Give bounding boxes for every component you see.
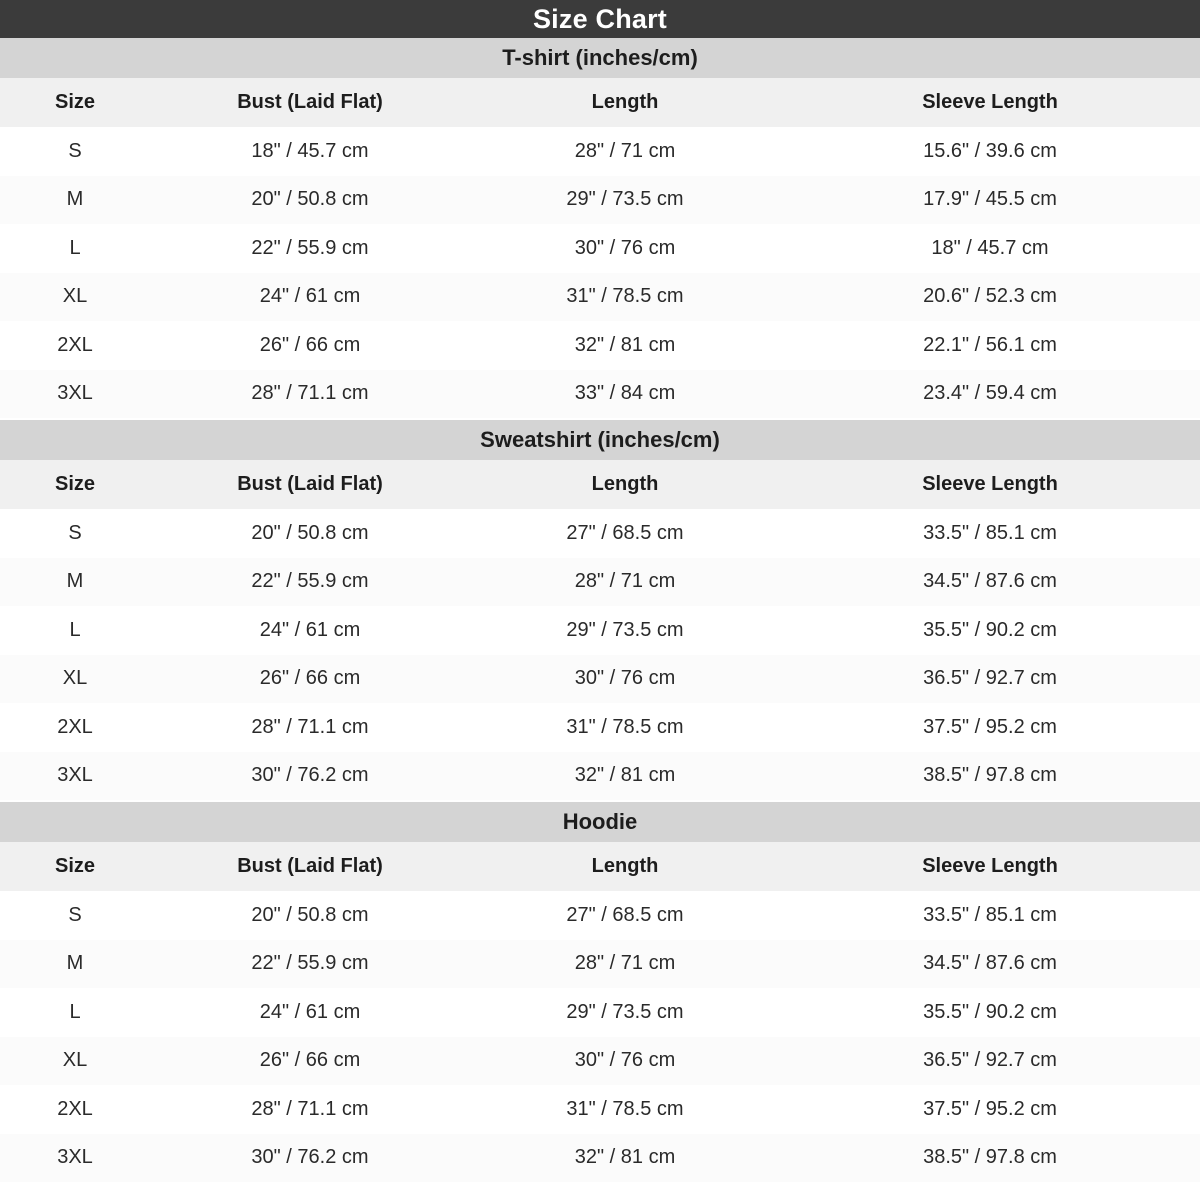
- cell-length: 28" / 71 cm: [470, 127, 780, 176]
- table-row: [0, 321, 1200, 370]
- cell-size: S: [0, 891, 150, 940]
- size-table-tshirt: [0, 78, 1200, 418]
- cell-length: 30" / 76 cm: [470, 655, 780, 704]
- cell-size: 3XL: [0, 370, 150, 419]
- cell-bust: 28" / 71.1 cm: [150, 370, 470, 419]
- cell-length: 32" / 81 cm: [470, 1134, 780, 1183]
- cell-length: 29" / 73.5 cm: [470, 176, 780, 225]
- cell-size: XL: [0, 273, 150, 322]
- cell-bust: 26" / 66 cm: [150, 655, 470, 704]
- column-header-sleeve-length: Sleeve Length: [780, 460, 1200, 509]
- table-row: [0, 655, 1200, 704]
- cell-length: 27" / 68.5 cm: [470, 509, 780, 558]
- cell-size: M: [0, 176, 150, 225]
- column-header-bust: Bust (Laid Flat): [150, 460, 470, 509]
- column-header-sleeve-length: Sleeve Length: [780, 842, 1200, 891]
- column-header-size: Size: [0, 78, 150, 127]
- cell-size: L: [0, 606, 150, 655]
- size-table-sweatshirt: [0, 460, 1200, 800]
- section-heading-hoodie: Hoodie: [0, 802, 1200, 842]
- table-row: [0, 1037, 1200, 1086]
- cell-length: 28" / 71 cm: [470, 940, 780, 989]
- table-row: [0, 1134, 1200, 1183]
- cell-length: 29" / 73.5 cm: [470, 606, 780, 655]
- table-header-row: [0, 842, 1200, 891]
- column-header-size: Size: [0, 842, 150, 891]
- cell-size: 3XL: [0, 752, 150, 801]
- table-row: [0, 370, 1200, 419]
- cell-bust: 26" / 66 cm: [150, 321, 470, 370]
- table-row: [0, 127, 1200, 176]
- cell-bust: 22" / 55.9 cm: [150, 558, 470, 607]
- table-row: [0, 703, 1200, 752]
- column-header-size: Size: [0, 460, 150, 509]
- cell-size: S: [0, 127, 150, 176]
- cell-size: 2XL: [0, 1085, 150, 1134]
- cell-sleeve: 22.1" / 56.1 cm: [780, 321, 1200, 370]
- cell-bust: 22" / 55.9 cm: [150, 224, 470, 273]
- cell-sleeve: 36.5" / 92.7 cm: [780, 655, 1200, 704]
- cell-size: XL: [0, 655, 150, 704]
- cell-sleeve: 37.5" / 95.2 cm: [780, 1085, 1200, 1134]
- cell-length: 27" / 68.5 cm: [470, 891, 780, 940]
- cell-size: XL: [0, 1037, 150, 1086]
- cell-length: 30" / 76 cm: [470, 224, 780, 273]
- table-row: [0, 988, 1200, 1037]
- cell-bust: 28" / 71.1 cm: [150, 703, 470, 752]
- cell-bust: 18" / 45.7 cm: [150, 127, 470, 176]
- cell-sleeve: 34.5" / 87.6 cm: [780, 558, 1200, 607]
- column-header-sleeve-length: Sleeve Length: [780, 78, 1200, 127]
- cell-size: 3XL: [0, 1134, 150, 1183]
- cell-length: 30" / 76 cm: [470, 1037, 780, 1086]
- table-row: [0, 558, 1200, 607]
- column-header-length: Length: [470, 78, 780, 127]
- cell-sleeve: 15.6" / 39.6 cm: [780, 127, 1200, 176]
- table-row: [0, 1085, 1200, 1134]
- cell-length: 32" / 81 cm: [470, 752, 780, 801]
- table-row: [0, 891, 1200, 940]
- cell-sleeve: 17.9" / 45.5 cm: [780, 176, 1200, 225]
- cell-length: 28" / 71 cm: [470, 558, 780, 607]
- cell-sleeve: 38.5" / 97.8 cm: [780, 752, 1200, 801]
- cell-length: 33" / 84 cm: [470, 370, 780, 419]
- cell-bust: 20" / 50.8 cm: [150, 176, 470, 225]
- cell-length: 29" / 73.5 cm: [470, 988, 780, 1037]
- section-heading-sweatshirt: Sweatshirt (inches/cm): [0, 420, 1200, 460]
- cell-bust: 24" / 61 cm: [150, 273, 470, 322]
- table-header-row: [0, 460, 1200, 509]
- cell-length: 31" / 78.5 cm: [470, 273, 780, 322]
- size-table-hoodie: [0, 842, 1200, 1182]
- cell-size: M: [0, 558, 150, 607]
- column-header-bust: Bust (Laid Flat): [150, 78, 470, 127]
- cell-bust: 24" / 61 cm: [150, 606, 470, 655]
- cell-size: L: [0, 224, 150, 273]
- column-header-length: Length: [470, 460, 780, 509]
- cell-size: M: [0, 940, 150, 989]
- table-row: [0, 224, 1200, 273]
- cell-bust: 26" / 66 cm: [150, 1037, 470, 1086]
- cell-bust: 20" / 50.8 cm: [150, 891, 470, 940]
- table-row: [0, 752, 1200, 801]
- column-header-length: Length: [470, 842, 780, 891]
- cell-sleeve: 18" / 45.7 cm: [780, 224, 1200, 273]
- cell-bust: 24" / 61 cm: [150, 988, 470, 1037]
- cell-sleeve: 34.5" / 87.6 cm: [780, 940, 1200, 989]
- cell-sleeve: 36.5" / 92.7 cm: [780, 1037, 1200, 1086]
- cell-bust: 28" / 71.1 cm: [150, 1085, 470, 1134]
- table-row: [0, 273, 1200, 322]
- cell-bust: 20" / 50.8 cm: [150, 509, 470, 558]
- cell-sleeve: 35.5" / 90.2 cm: [780, 988, 1200, 1037]
- cell-bust: 30" / 76.2 cm: [150, 1134, 470, 1183]
- table-row: [0, 176, 1200, 225]
- cell-sleeve: 23.4" / 59.4 cm: [780, 370, 1200, 419]
- cell-size: 2XL: [0, 321, 150, 370]
- cell-bust: 30" / 76.2 cm: [150, 752, 470, 801]
- cell-sleeve: 20.6" / 52.3 cm: [780, 273, 1200, 322]
- table-row: [0, 606, 1200, 655]
- cell-sleeve: 37.5" / 95.2 cm: [780, 703, 1200, 752]
- cell-sleeve: 33.5" / 85.1 cm: [780, 891, 1200, 940]
- cell-size: S: [0, 509, 150, 558]
- cell-bust: 22" / 55.9 cm: [150, 940, 470, 989]
- cell-length: 32" / 81 cm: [470, 321, 780, 370]
- table-row: [0, 509, 1200, 558]
- cell-sleeve: 35.5" / 90.2 cm: [780, 606, 1200, 655]
- page-title: Size Chart: [0, 0, 1200, 38]
- cell-length: 31" / 78.5 cm: [470, 703, 780, 752]
- cell-sleeve: 38.5" / 97.8 cm: [780, 1134, 1200, 1183]
- cell-length: 31" / 78.5 cm: [470, 1085, 780, 1134]
- table-header-row: [0, 78, 1200, 127]
- section-heading-tshirt: T-shirt (inches/cm): [0, 38, 1200, 78]
- cell-size: 2XL: [0, 703, 150, 752]
- cell-sleeve: 33.5" / 85.1 cm: [780, 509, 1200, 558]
- column-header-bust: Bust (Laid Flat): [150, 842, 470, 891]
- table-row: [0, 940, 1200, 989]
- cell-size: L: [0, 988, 150, 1037]
